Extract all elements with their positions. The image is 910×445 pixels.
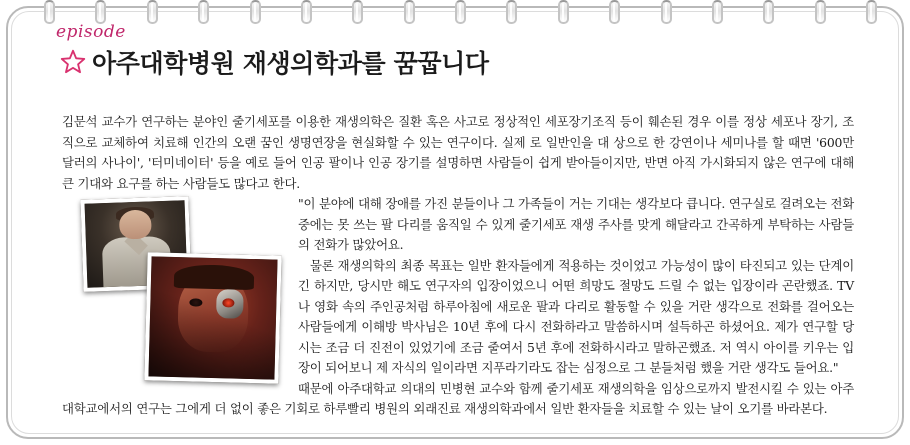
photo-collage	[82, 198, 288, 388]
photo-cyborg-face	[144, 252, 281, 383]
spiral-ring	[147, 0, 158, 24]
spiral-ring	[301, 0, 312, 24]
spiral-ring	[609, 0, 620, 24]
spiral-ring	[250, 0, 261, 24]
paragraph-4: 때문에 아주대학교 의대의 민병현 교수와 함께 줄기세포 재생의학을 임상으로까지 발전시킬 수 있는 아주대학교에서의 연구는 그에게 더 없이 좋은 기회로 하루빨리 병원의 외래진료 재생의학과에서 일반 환자들을 치료할 수 있는 날이 오기를 바라본다.	[62, 380, 854, 416]
spiral-ring	[352, 0, 363, 24]
title-row	[60, 44, 489, 80]
paragraph-3: 물론 재생의학의 최종 목표는 일반 환자들에게 적용하는 것이었고 가능성이 많이 타진되고 있는 단계이긴 하지만, 당시만 해도 연구자의 입장이었으니 어떤 희망도 절망도 드릴 수 없는 입장이라 곤란했죠. TV나 영화 속의 주인공처럼 하루아침에 새로운 팔과 다리로 활동할 수 있을 거란 생각으로 전화를 걸어오는 사람들에게 이해방 박사님은 10년 후에 다시 전화하라고 말씀하시며 설득하곤 하셨어요. 제가 연구할 당시는 조금 더 진전이 있었기에 조금 줄여서 5년 후에 전화하시라고 말하곤했죠. 저 역시 아이를 키우는 입장이 되어보니 제 자식의 일이라면 지푸라기라도 잡는 심정으로 그 분들처럼 했을 거란 생각도 들어요."	[298, 257, 854, 375]
page-header	[48, 22, 608, 92]
paragraph-2: "이 분야에 대해 장애를 가진 분들이나 그 가족들이 거는 기대는 생각보다 큽니다. 연구실로 걸려오는 전화 중에는 못 쓰는 팔 다리를 움직일 수 있게 줄기세포 재생 주사를 맞게 해달라고 간곡하게 부탁하는 사람들의 전화가 많았어요.	[298, 196, 854, 252]
star-icon	[60, 49, 86, 75]
spiral-ring	[815, 0, 826, 24]
spiral-ring	[661, 0, 672, 24]
spiral-ring	[44, 0, 55, 24]
spiral-ring	[506, 0, 517, 24]
spiral-ring	[866, 0, 877, 24]
spiral-ring	[558, 0, 569, 24]
spiral-ring	[198, 0, 209, 24]
spiral-ring	[712, 0, 723, 24]
article-body	[62, 112, 854, 422]
spiral-ring	[404, 0, 415, 24]
spiral-ring	[455, 0, 466, 24]
spiral-ring	[763, 0, 774, 24]
spiral-ring	[95, 0, 106, 24]
episode-label: episode	[56, 22, 126, 42]
paragraph-1: 김문석 교수가 연구하는 분야인 줄기세포를 이용한 재생의학은 질환 혹은 사고로 정상적인 세포장기조직 등이 훼손된 경우 이를 정상 세포나 장기, 조직으로 교체하여 치료해 인간의 오랜 꿈인 생명연장을 현실화할 수 있는 연구이다. 실제 로 일반인을 대 상으로 한 강연이나 세미나를 할 때면 '600만 달러의 사나이', '터미네이터' 등을 예로 들어 인공 팔이나 인공 장기를 설명하면 사람들이 쉽게 받아들이지만, 반면 아직 가시화되지 않은 연구에 대해 큰 기대와 요구를 하는 사람들도 많다고 한다.	[62, 114, 854, 191]
page-title: 아주대학병원 재생의학과를 꿈꿉니다	[92, 49, 489, 78]
